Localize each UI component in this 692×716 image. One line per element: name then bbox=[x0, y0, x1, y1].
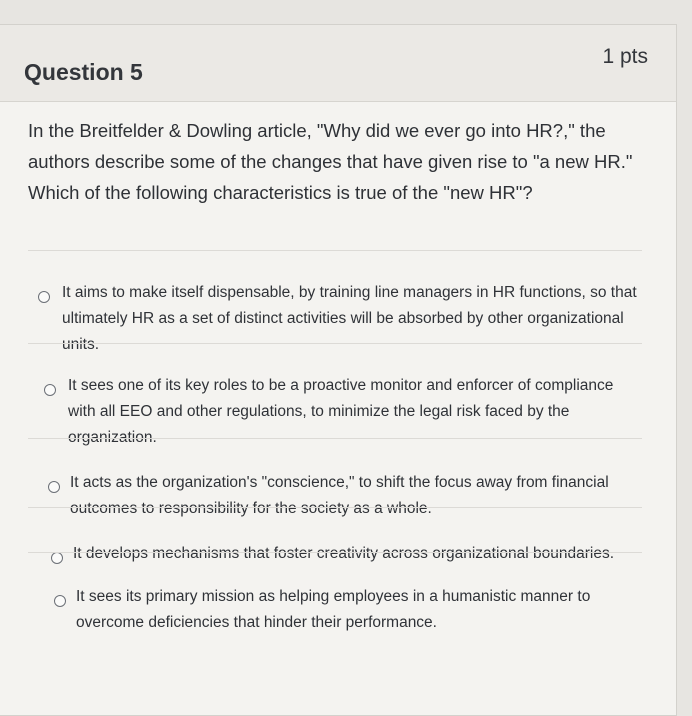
answer-option-4[interactable] bbox=[28, 507, 642, 562]
answer-option-1[interactable] bbox=[28, 250, 642, 353]
answer-option-5[interactable] bbox=[28, 552, 642, 631]
answer-option-3[interactable] bbox=[28, 438, 642, 517]
answer-option-2[interactable] bbox=[28, 343, 642, 446]
radio-button-icon[interactable] bbox=[38, 291, 50, 303]
answer-label[interactable]: It develops mechanisms that foster creativity across organizational boundaries. bbox=[73, 545, 615, 562]
radio-button-icon[interactable] bbox=[48, 481, 60, 493]
question-text: In the Breitfelder & Dowling article, "Why did we ever go into HR?," the authors describe some of the changes that have given rise to "a new HR." Which of the following characteristics is true of the "new HR"? bbox=[28, 120, 633, 203]
answer-label[interactable]: It aims to make itself dispensable, by training line managers in HR functions, so that ultimately HR as a set of distinct activities will be absorbed by other organizational units. bbox=[62, 284, 637, 353]
question-points: 1 pts bbox=[602, 45, 648, 68]
question-title: Question 5 bbox=[24, 59, 143, 85]
question-header bbox=[0, 25, 676, 102]
radio-button-icon[interactable] bbox=[44, 384, 56, 396]
answer-label[interactable]: It sees its primary mission as helping employees in a humanistic manner to overcome deficiencies that hinder their performance. bbox=[76, 588, 591, 631]
answer-label[interactable]: It acts as the organization's "conscience," to shift the focus away from financial outcomes to responsibility for the society as a whole. bbox=[70, 474, 609, 517]
radio-button-icon[interactable] bbox=[54, 595, 66, 607]
answer-label[interactable]: It sees one of its key roles to be a proactive monitor and enforcer of compliance with all EEO and other regulations, to minimize the legal risk faced by the organization. bbox=[68, 377, 614, 446]
answer-list bbox=[28, 250, 642, 631]
